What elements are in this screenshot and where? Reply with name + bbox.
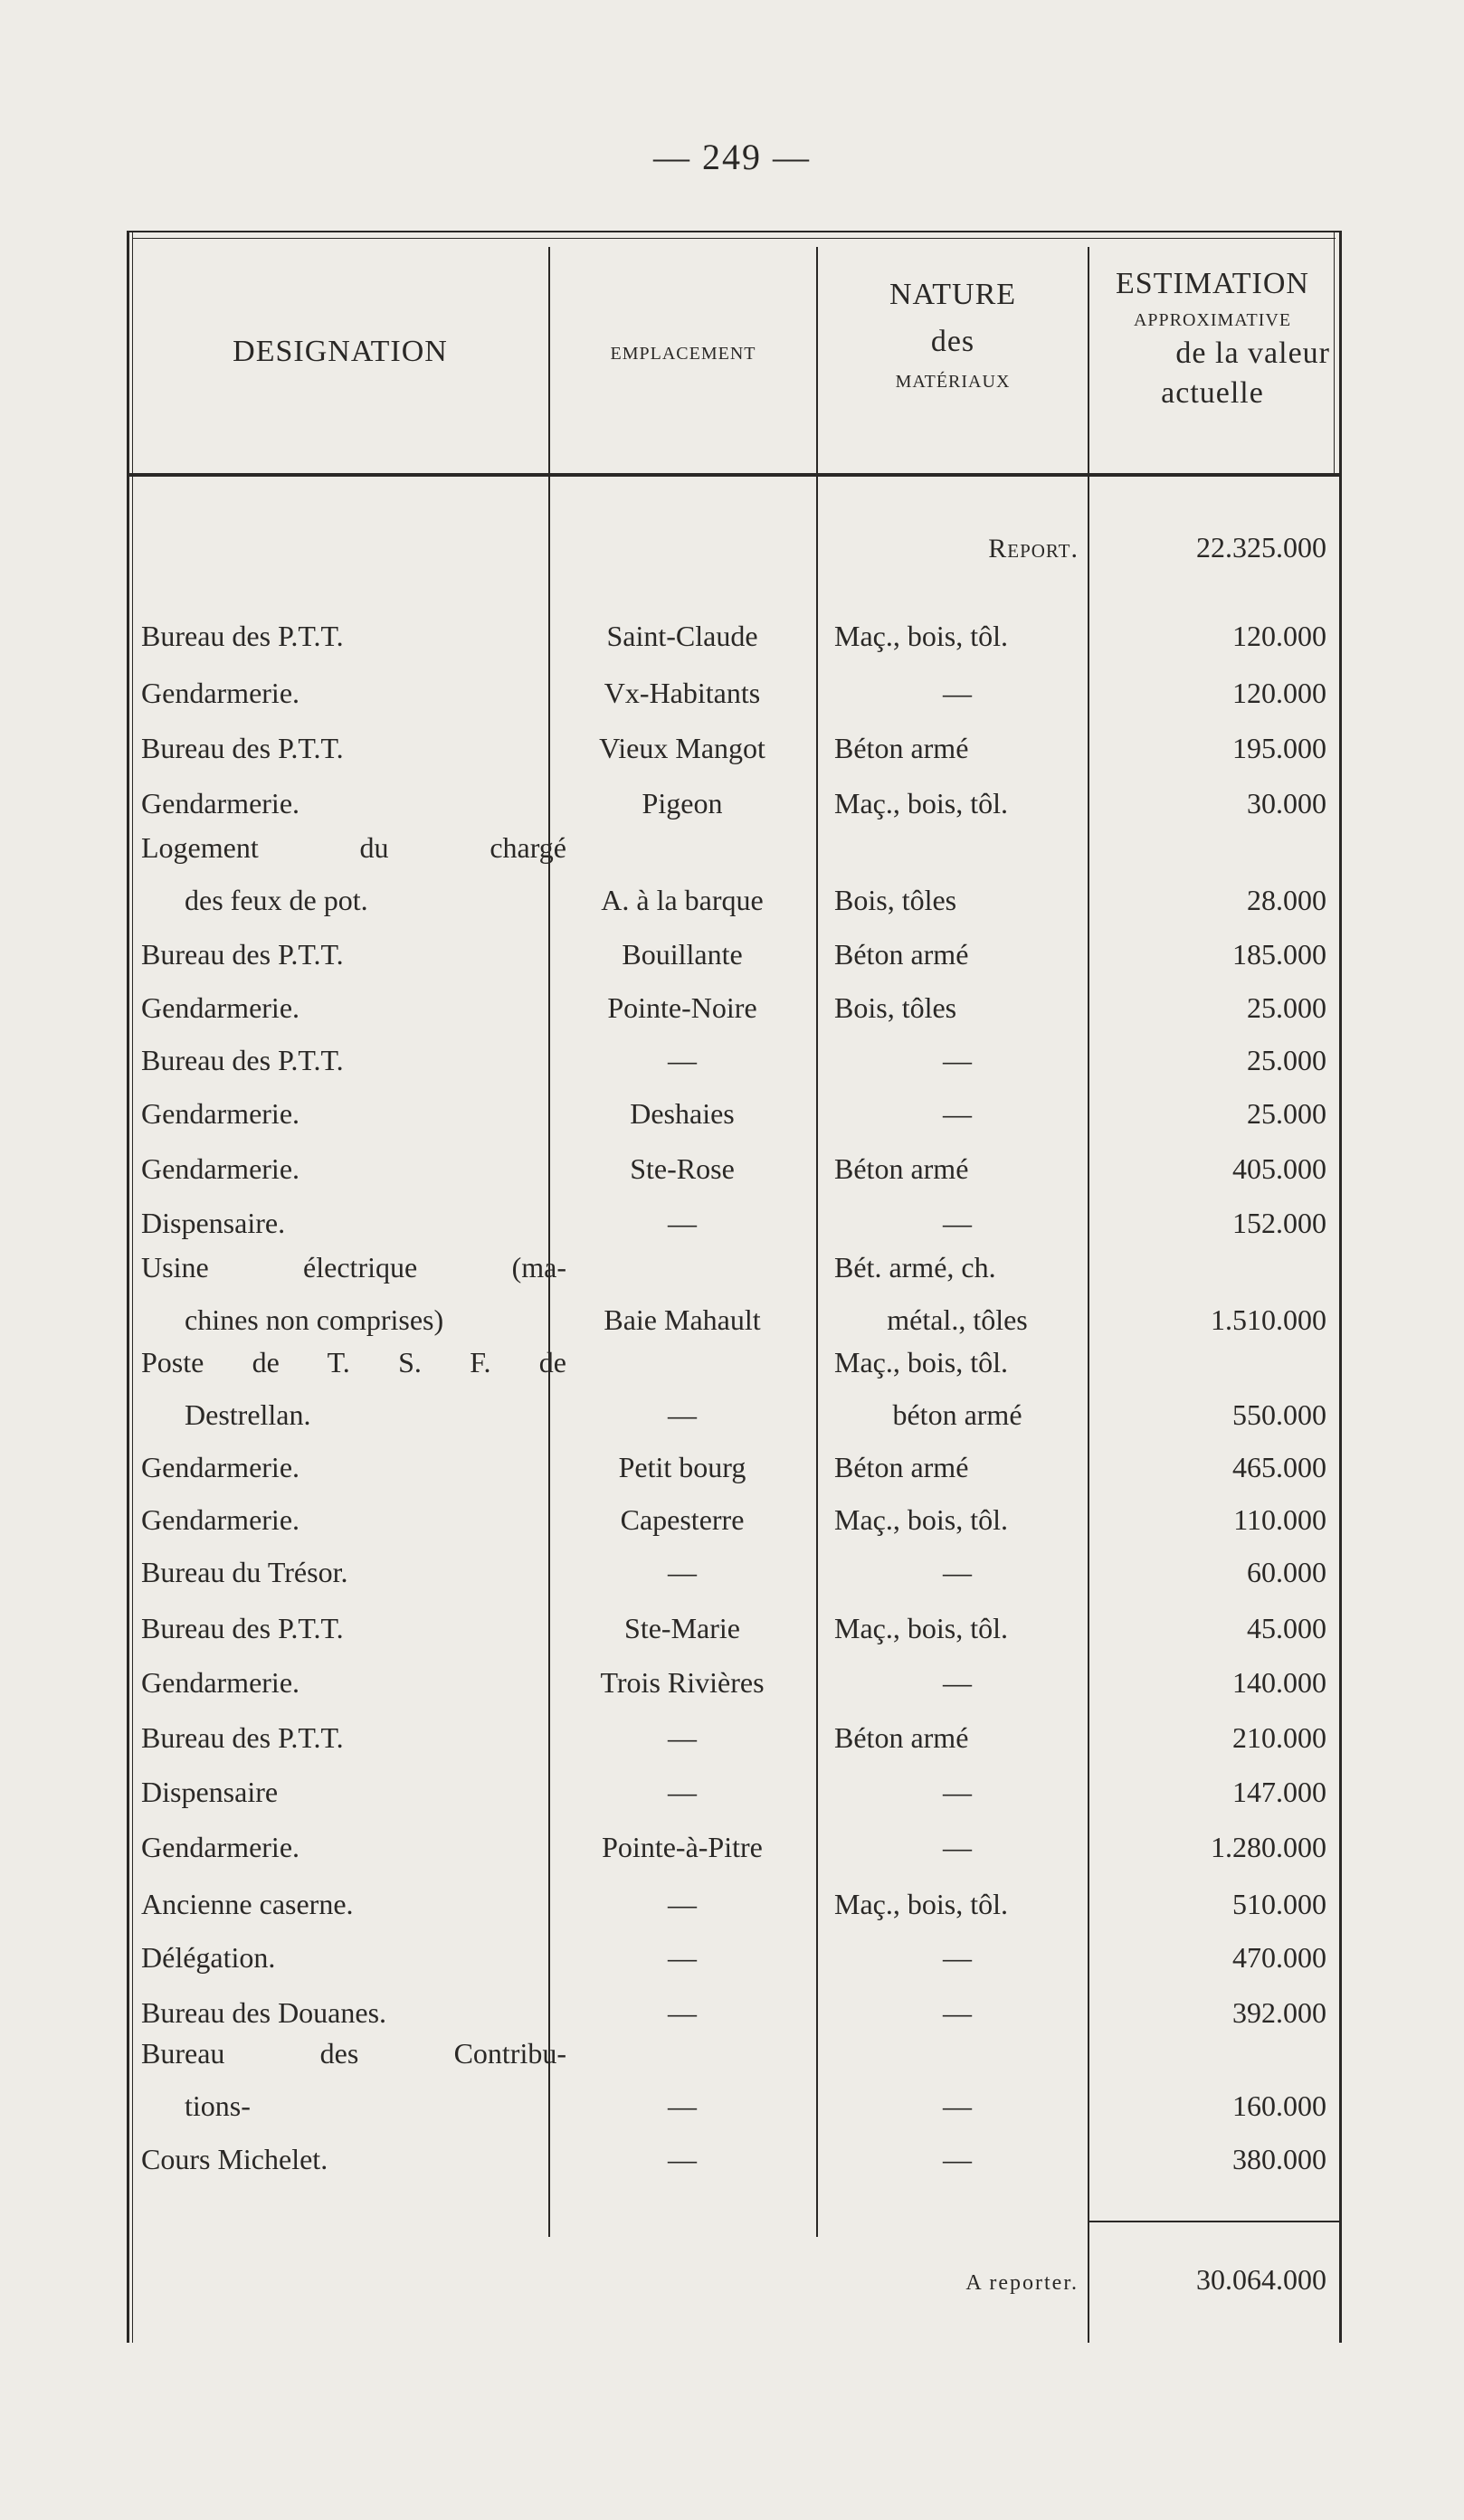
emplacement-cell: — — [668, 1556, 697, 1588]
header-emplacement-label: EMPLACEMENT — [610, 344, 756, 364]
designation-cell: Usine électrique (ma- — [141, 1251, 566, 1284]
value-cell: 28.000 — [1247, 884, 1326, 916]
emplacement-cell: — — [668, 2143, 697, 2175]
designation-cell: Gendarmerie. — [141, 991, 300, 1024]
nature-cell-cont: béton armé — [892, 1398, 1022, 1431]
nature-cell: — — [943, 2089, 972, 2122]
nature-cell: Béton armé — [834, 938, 969, 971]
value-cell: 380.000 — [1232, 2143, 1326, 2175]
emplacement-cell: — — [668, 1207, 697, 1239]
value-cell: 30.000 — [1247, 787, 1326, 819]
nature-cell: — — [943, 1996, 972, 2029]
page-number: — 249 — — [653, 137, 811, 177]
designation-cell: Bureau des Douanes. — [141, 1996, 387, 2029]
emplacement-cell: Baie Mahault — [604, 1303, 761, 1336]
value-cell: 160.000 — [1232, 2089, 1326, 2122]
designation-cell: Gendarmerie. — [141, 1097, 300, 1130]
footer-label: A reporter. — [965, 2271, 1079, 2295]
header-estimation-line1: ESTIMATION — [1116, 267, 1309, 300]
value-cell: 1.510.000 — [1211, 1303, 1326, 1336]
emplacement-cell: A. à la barque — [601, 884, 764, 916]
value-cell: 185.000 — [1232, 938, 1326, 971]
emplacement-cell: — — [668, 1941, 697, 1974]
footer-rule — [1088, 2221, 1339, 2222]
nature-cell: Bois, tôles — [834, 991, 957, 1024]
nature-cell: Maç., bois, tôl. — [834, 1612, 1008, 1644]
emplacement-cell: Bouillante — [622, 938, 743, 971]
value-cell: 25.000 — [1247, 1044, 1326, 1076]
col-sep-2 — [816, 247, 818, 2237]
nature-cell: — — [943, 1666, 972, 1699]
value-cell: 45.000 — [1247, 1612, 1326, 1644]
nature-cell: Maç., bois, tôl. — [834, 620, 1008, 652]
emplacement-cell: — — [668, 1721, 697, 1754]
emplacement-cell: Ste-Marie — [624, 1612, 740, 1644]
value-cell: 120.000 — [1232, 620, 1326, 652]
emplacement-cell: Vieux Mangot — [599, 732, 765, 764]
emplacement-cell: Pigeon — [642, 787, 723, 819]
header-top-rule-inner — [132, 238, 1336, 239]
emplacement-cell: Pointe-Noire — [607, 991, 757, 1024]
value-cell: 392.000 — [1232, 1996, 1326, 2029]
designation-cell: Gendarmerie. — [141, 787, 300, 819]
value-cell: 120.000 — [1232, 677, 1326, 709]
table-right-border — [1339, 231, 1342, 2343]
designation-cell: Bureau des P.T.T. — [141, 1721, 344, 1754]
nature-cell: Béton armé — [834, 1152, 969, 1185]
report-label: Report. — [988, 534, 1079, 564]
nature-cell: Béton armé — [834, 732, 969, 764]
nature-cell: Béton armé — [834, 1451, 969, 1483]
designation-cell: Ancienne caserne. — [141, 1888, 354, 1920]
value-cell: 147.000 — [1232, 1776, 1326, 1808]
table-left-inner-border — [132, 231, 133, 2343]
value-cell: 25.000 — [1247, 991, 1326, 1024]
designation-cell: Gendarmerie. — [141, 1831, 300, 1863]
designation-cell: Bureau du Trésor. — [141, 1556, 348, 1588]
nature-cell: — — [943, 1044, 972, 1076]
header-estimation — [1089, 267, 1336, 411]
emplacement-cell: Capesterre — [620, 1503, 745, 1536]
designation-cell: Poste de T. S. F. de — [141, 1346, 566, 1378]
value-cell: 140.000 — [1232, 1666, 1326, 1699]
designation-cell: Gendarmerie. — [141, 1666, 300, 1699]
designation-cell: Bureau des Contribu- — [141, 2037, 566, 2070]
emplacement-cell: — — [668, 2089, 697, 2122]
nature-cell: — — [943, 2143, 972, 2175]
designation-cell: Gendarmerie. — [141, 1503, 300, 1536]
designation-cell-cont: Destrellan. — [185, 1398, 311, 1431]
value-cell: 60.000 — [1247, 1556, 1326, 1588]
emplacement-cell: Saint-Claude — [606, 620, 758, 652]
designation-cell: Bureau des P.T.T. — [141, 1044, 344, 1076]
nature-cell: — — [943, 677, 972, 709]
designation-cell-cont: tions- — [185, 2089, 251, 2122]
emplacement-cell: Trois Rivières — [600, 1666, 765, 1699]
nature-cell: — — [943, 1556, 972, 1588]
emplacement-cell: — — [668, 1044, 697, 1076]
designation-cell: Cours Michelet. — [141, 2143, 328, 2175]
designation-cell: Gendarmerie. — [141, 1451, 300, 1483]
designation-cell: Bureau des P.T.T. — [141, 938, 344, 971]
report-value: 22.325.000 — [1196, 531, 1326, 564]
designation-cell: Gendarmerie. — [141, 677, 300, 709]
header-designation — [132, 335, 548, 369]
designation-cell: Dispensaire. — [141, 1207, 286, 1239]
value-cell: 25.000 — [1247, 1097, 1326, 1130]
value-cell: 405.000 — [1232, 1152, 1326, 1185]
nature-cell: Béton armé — [834, 1721, 969, 1754]
emplacement-cell: — — [668, 1398, 697, 1431]
nature-cell: Maç., bois, tôl. — [834, 1888, 1008, 1920]
emplacement-cell: — — [668, 1776, 697, 1808]
emplacement-cell: Pointe-à-Pitre — [602, 1831, 763, 1863]
designation-cell-cont: chines non comprises) — [185, 1303, 444, 1336]
value-cell: 210.000 — [1232, 1721, 1326, 1754]
nature-cell: — — [943, 1207, 972, 1239]
nature-cell: Maç., bois, tôl. — [834, 1503, 1008, 1536]
emplacement-cell: Ste-Rose — [630, 1152, 735, 1185]
nature-cell: — — [943, 1776, 972, 1808]
header-estimation-line2: APPROXIMATIVE — [1133, 310, 1292, 330]
nature-cell: Bét. armé, ch. — [834, 1251, 996, 1284]
nature-cell: — — [943, 1941, 972, 1974]
footer-value: 30.064.000 — [1196, 2263, 1326, 2296]
nature-cell-cont: métal., tôles — [887, 1303, 1028, 1336]
emplacement-cell: Petit bourg — [618, 1451, 746, 1483]
header-top-rule — [127, 231, 1342, 232]
designation-cell: Délégation. — [141, 1941, 276, 1974]
header-nature-line3: MATÉRIAUX — [895, 372, 1011, 392]
inventory-table — [123, 231, 1348, 2343]
designation-cell: Dispensaire — [141, 1776, 279, 1808]
nature-cell: Maç., bois, tôl. — [834, 787, 1008, 819]
header-nature-line2: des — [930, 325, 975, 358]
header-bottom-rule — [127, 473, 1342, 477]
emplacement-cell: Vx-Habitants — [604, 677, 761, 709]
emplacement-cell: — — [668, 1888, 697, 1920]
designation-cell: Bureau des P.T.T. — [141, 732, 344, 764]
designation-cell: Logement du chargé — [141, 831, 566, 864]
header-nature-line1: NATURE — [889, 278, 1017, 311]
value-cell: 470.000 — [1232, 1941, 1326, 1974]
nature-cell: Maç., bois, tôl. — [834, 1346, 1008, 1378]
value-cell: 510.000 — [1232, 1888, 1326, 1920]
value-cell: 152.000 — [1232, 1207, 1326, 1239]
value-cell: 550.000 — [1232, 1398, 1326, 1431]
designation-cell: Bureau des P.T.T. — [141, 620, 344, 652]
emplacement-cell: — — [668, 1996, 697, 2029]
header-emplacement — [550, 344, 816, 365]
designation-cell: Gendarmerie. — [141, 1152, 300, 1185]
nature-cell: Bois, tôles — [834, 884, 957, 916]
value-cell: 110.000 — [1233, 1503, 1326, 1536]
value-cell: 1.280.000 — [1211, 1831, 1326, 1863]
designation-cell-cont: des feux de pot. — [185, 884, 368, 916]
header-estimation-line3: de la valeur — [1175, 336, 1330, 370]
header-designation-label: DESIGNATION — [233, 335, 448, 368]
header-nature — [818, 278, 1088, 393]
emplacement-cell: Deshaies — [630, 1097, 735, 1130]
nature-cell: — — [943, 1097, 972, 1130]
value-cell: 195.000 — [1232, 732, 1326, 764]
col-sep-1 — [548, 247, 550, 2237]
designation-cell: Bureau des P.T.T. — [141, 1612, 344, 1644]
nature-cell: — — [943, 1831, 972, 1863]
header-estimation-line4: actuelle — [1161, 376, 1264, 410]
table-left-border — [127, 231, 129, 2343]
value-cell: 465.000 — [1232, 1451, 1326, 1483]
